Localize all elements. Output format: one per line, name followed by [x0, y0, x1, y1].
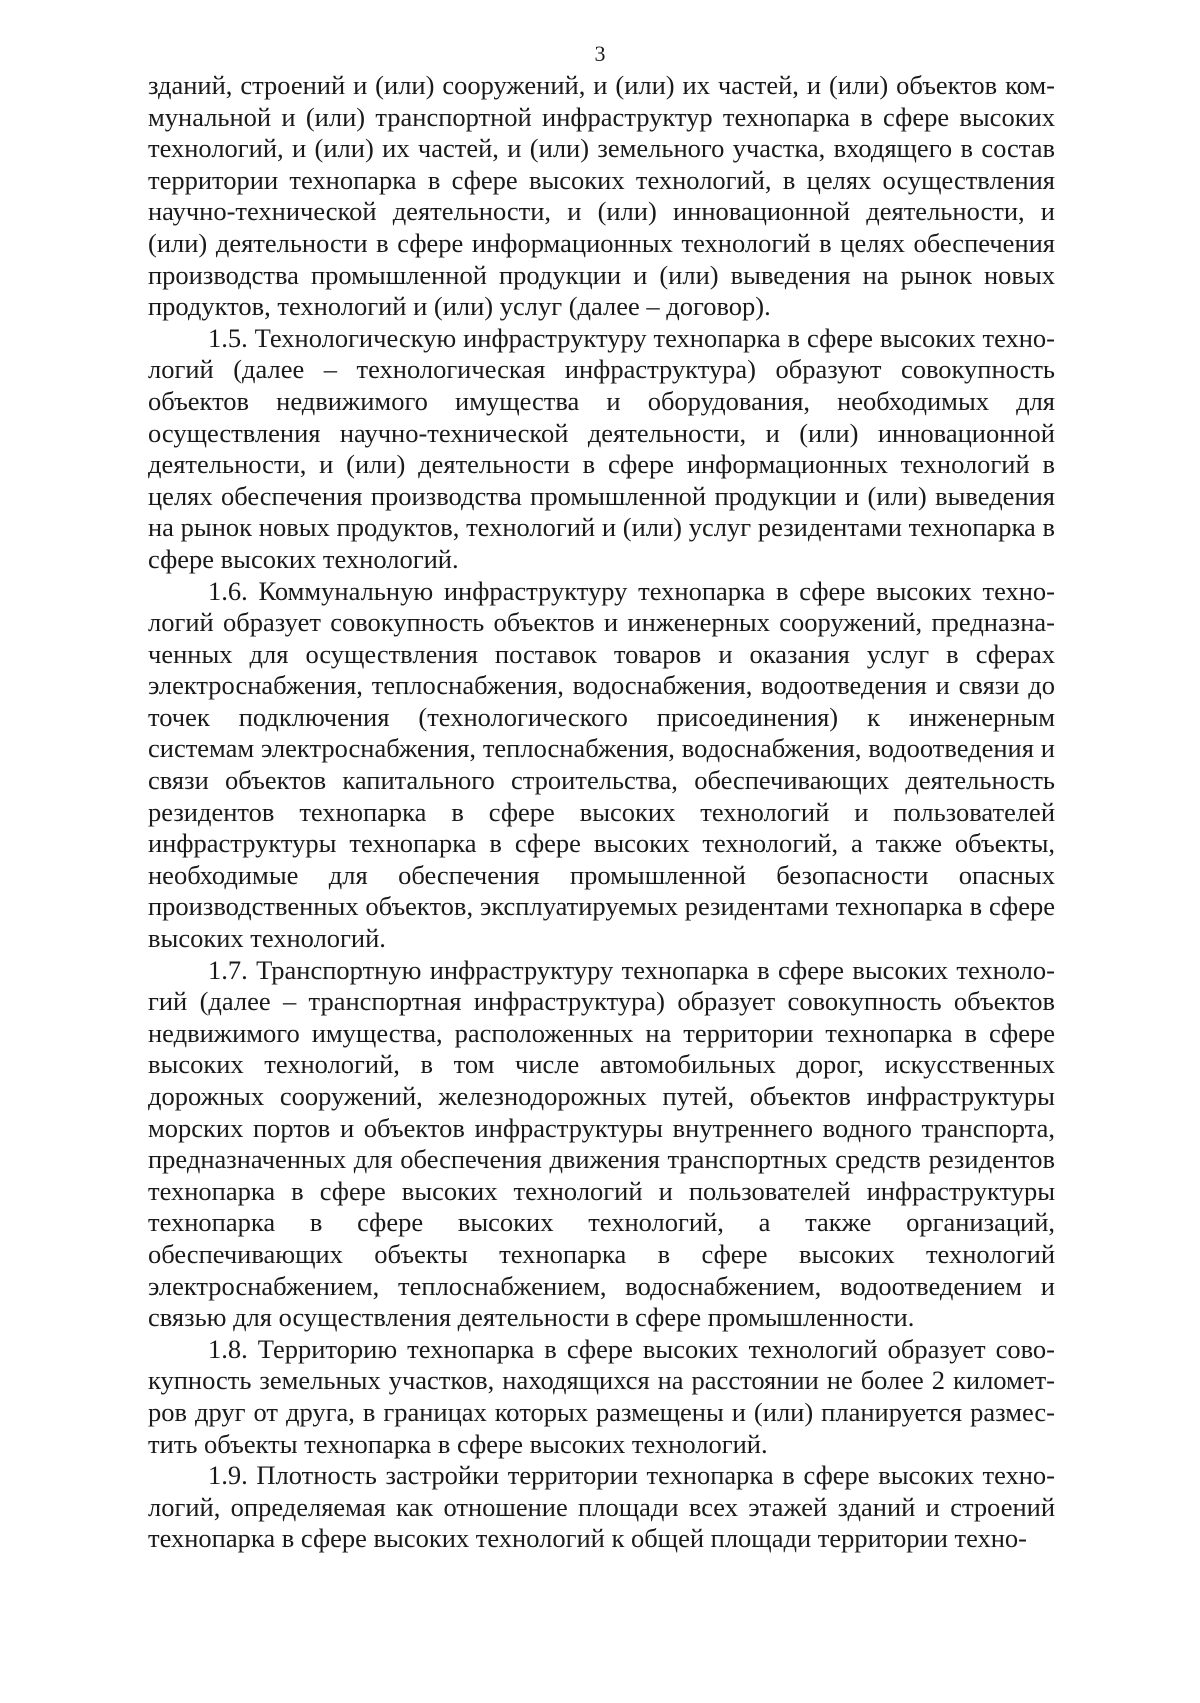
- paragraph-1-8: 1.8. Территорию технопарка в сфере высоких технологий образует совокупность земельных участков, находящихся на расстоянии не более 2 километров друг от друга, в границах которых размещены и (или) планируется разместить объекты технопарка в сфере высоких технологий.: [148, 1333, 1055, 1459]
- paragraph-1-6: 1.6. Коммунальную инфраструктуру технопарка в сфере высоких технологий образует совокупность объектов и инженерных сооружений, предназначенных для осуществления поставок товаров и оказания услуг в сферах электроснабжения, теплоснабжения, водоснабжения, водоотведения и связи до точек подключения (технологического присоединения) к инженерным системам электроснабжения, теплоснабжения, водоснабжения, водоотведения и связи объектов капитального строительства, обеспечивающих деятельность резидентов технопарка в сфере высоких технологий и пользователей инфраструктуры технопарка в сфере высоких технологий, а также объекты, необходимые для обеспечения промышленной безопасности опасных производственных объектов, эксплуатируемых резидентами технопарка в сфере высоких технологий.: [148, 575, 1055, 954]
- paragraph-1-5: 1.5. Технологическую инфраструктуру технопарка в сфере высоких технологий (далее – технологическая инфраструктура) образуют совокупность объектов недвижимого имущества и оборудования, необходимых для осуществления научно-технической деятельности, и (или) инновационной деятельности, и (или) деятельности в сфере информационных технологий в целях обеспечения производства промышленной продукции и (или) выведения на рынок новых продуктов, технологий и (или) услуг резидентами технопарка в сфере высоких технологий.: [148, 322, 1055, 574]
- page-number: 3: [594, 41, 606, 66]
- document-body: [148, 70, 1055, 1555]
- paragraph-1-9: 1.9. Плотность застройки территории технопарка в сфере высоких технологий, определяемая как отношение площади всех этажей зданий и строений технопарка в сфере высоких технологий к общей площади территории техно-: [148, 1460, 1055, 1554]
- paragraph-1-7: 1.7. Транспортную инфраструктуру технопарка в сфере высоких технологий (далее – транспортная инфраструктура) образует совокупность объектов недвижимого имущества, расположенных на территории технопарка в сфере высоких технологий, в том числе автомобильных дорог, искусственных дорожных сооружений, железнодорожных путей, объектов инфраструктуры морских портов и объектов инфраструктуры внутреннего водного транспорта, предназначенных для обеспечения движения транспортных средств резидентов технопарка в сфере высоких технологий и пользователей инфраструктуры технопарка в сфере высоких технологий, а также организаций, обеспечивающих объекты технопарка в сфере высоких технологий электроснабжением, теплоснабжением, водоснабжением, водоотведением и связью для осуществления деятельности в сфере промышленности.: [148, 954, 1055, 1333]
- paragraph-continuation: зданий, строений и (или) сооружений, и (или) их частей, и (или) объектов коммунальной и (или) транспортной инфраструктур технопарка в сфере высоких технологий, и (или) их частей, и (или) земельного участка, входящего в состав территории технопарка в сфере высоких технологий, в целях осуществления научно-технической деятельности, и (или) инновационной деятельности, и (или) деятельности в сфере информационных технологий в целях обеспечения производства промышленной продукции и (или) выведения на рынок новых продуктов, технологий и (или) услуг (далее – договор).: [148, 70, 1055, 322]
